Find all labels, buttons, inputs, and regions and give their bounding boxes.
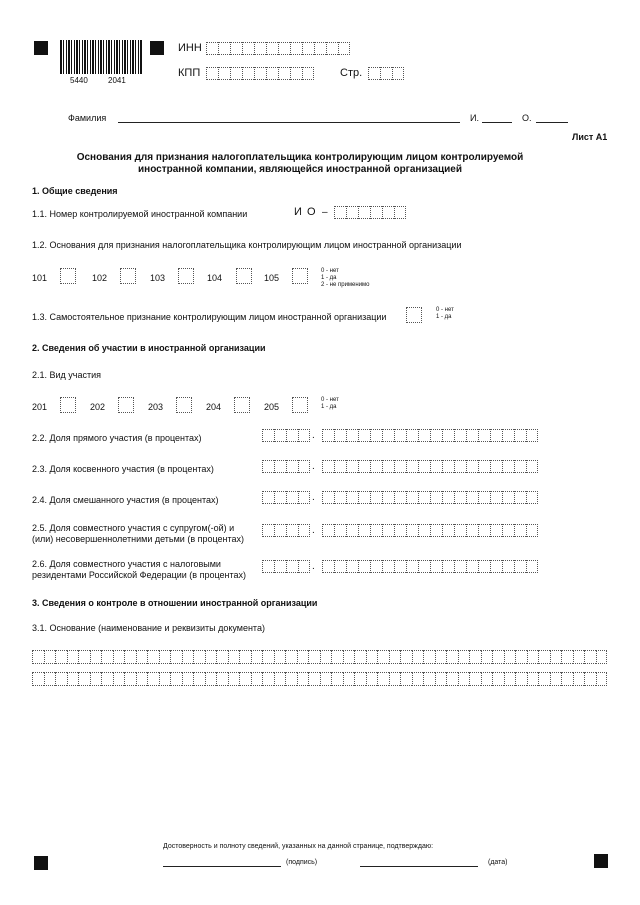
field-1-3-label: 1.3. Самостоятельное признание контролирующим лицом иностранной организации [32,312,387,322]
comb-cell[interactable] [101,672,113,686]
code-102: 102 [92,273,108,283]
inn-field[interactable] [206,42,350,55]
comb-cell[interactable] [101,650,113,664]
section-1-heading: 1. Общие сведения [32,186,118,196]
comb-cell[interactable] [55,650,67,664]
field-2-4-fraction[interactable] [322,491,538,504]
code-202-box[interactable] [118,397,134,413]
field-2-5-label-1: 2.5. Доля совместного участия с супругом(-ой) и [32,523,235,533]
code-202: 202 [90,402,106,412]
comb-cell[interactable] [205,672,217,686]
kpp-label: КПП [178,67,201,79]
comb-cell[interactable] [573,650,585,664]
comb-cell[interactable] [435,650,447,664]
field-2-5-label-2: (или) несовершеннолетними детьми (в процентах) [32,534,245,544]
comb-cell[interactable] [573,672,585,686]
confirmation-text: Достоверность и полноту сведений, указанных на данной странице, подтверждаю: [163,843,434,850]
comb-cell[interactable] [136,650,148,664]
field-2-2-fraction[interactable] [322,429,538,442]
comb-cell[interactable] [274,672,286,686]
registration-mark-top-left [34,41,48,55]
comb-cell[interactable] [389,650,401,664]
comb-cell[interactable] [228,650,240,664]
comb-cell[interactable] [193,672,205,686]
comb-cell[interactable] [159,650,171,664]
page-number-label: Стр. [340,67,363,79]
comb-cell[interactable] [239,650,251,664]
section-3-heading: 3. Сведения о контроле в отношении иностранной организации [32,598,318,608]
section-2-heading: 2. Сведения об участии в иностранной организации [32,343,266,353]
field-1-2-label: 1.2. Основания для признания налогоплательщика контролирующим лицом иностранной организации [32,240,462,250]
comb-cell[interactable] [584,650,596,664]
inn-label: ИНН [178,42,202,54]
comb-cell[interactable] [55,672,67,686]
comb-cell[interactable] [251,672,263,686]
comb-cell[interactable] [550,650,562,664]
comb-cell[interactable] [492,650,504,664]
comb-cell[interactable] [182,650,194,664]
comb-cell[interactable] [78,650,90,664]
comb-cell[interactable] [90,650,102,664]
comb-cell[interactable] [389,672,401,686]
code-101: 101 [32,273,48,283]
code-103-box[interactable] [178,268,194,284]
comb-cell[interactable] [32,650,44,664]
comb-cell[interactable] [320,672,332,686]
code-102-box[interactable] [120,268,136,284]
comb-cell[interactable] [228,672,240,686]
code-101-box[interactable] [60,268,76,284]
field-2-3-fraction[interactable] [322,460,538,473]
field-2-6-integer[interactable] [262,560,310,573]
page-number-field[interactable] [368,67,404,80]
comb-cell[interactable] [44,672,56,686]
comb-cell[interactable] [423,672,435,686]
comb-cell[interactable] [216,650,228,664]
field-1-3-legend: 0 - нет 1 - да [436,307,454,320]
field-2-3-separator: . [312,461,315,472]
comb-cell[interactable] [596,650,608,664]
initial-o-label: О. [522,113,532,123]
comb-cell[interactable] [78,672,90,686]
field-2-1-label: 2.1. Вид участия [32,370,102,380]
initial-o-field[interactable] [536,122,568,123]
comb-cell[interactable] [377,650,389,664]
field-3-1-row-2[interactable] [32,672,607,686]
code-205-box[interactable] [292,397,308,413]
initial-i-label: И. [470,113,479,123]
field-2-4-integer[interactable] [262,491,310,504]
comb-cell[interactable] [377,672,389,686]
registration-mark-bottom-left [34,856,48,870]
comb-cell[interactable] [297,650,309,664]
comb-cell[interactable] [527,672,539,686]
date-caption: (дата) [488,859,508,866]
comb-cell[interactable] [366,672,378,686]
field-2-5-integer[interactable] [262,524,310,537]
code-203-box[interactable] [176,397,192,413]
comb-cell[interactable] [343,650,355,664]
comb-cell[interactable] [504,672,516,686]
comb-cell[interactable] [527,650,539,664]
comb-cell[interactable] [366,650,378,664]
comb-cell[interactable] [400,672,412,686]
comb-cell[interactable] [90,672,102,686]
comb-cell[interactable] [159,672,171,686]
comb-cell[interactable] [504,650,516,664]
date-line[interactable] [360,866,478,867]
comb-cell[interactable] [412,672,424,686]
signature-line[interactable] [163,866,281,867]
field-2-6-separator: . [312,561,315,572]
comb-cell[interactable] [561,672,573,686]
comb-cell[interactable] [423,650,435,664]
field-2-2-label: 2.2. Доля прямого участия (в процентах) [32,433,202,443]
code-103: 103 [150,273,166,283]
surname-field[interactable] [118,122,460,123]
comb-cell[interactable] [170,672,182,686]
comb-cell[interactable] [435,672,447,686]
comb-cell[interactable] [561,650,573,664]
comb-cell[interactable] [193,650,205,664]
barcode [60,40,142,74]
comb-cell[interactable] [285,672,297,686]
field-1-2-legend: 0 - нет 1 - да 2 - не применимо [321,268,370,288]
comb-cell[interactable] [205,650,217,664]
comb-cell[interactable] [481,650,493,664]
field-2-3-label: 2.3. Доля косвенного участия (в процентах) [32,464,214,474]
comb-cell[interactable] [469,650,481,664]
comb-cell[interactable] [446,650,458,664]
code-201: 201 [32,402,48,412]
comb-cell[interactable] [67,672,79,686]
comb-cell[interactable] [469,672,481,686]
code-205: 205 [264,402,280,412]
field-2-5-fraction[interactable] [322,524,538,537]
comb-cell[interactable] [147,672,159,686]
comb-cell[interactable] [274,650,286,664]
code-204-box[interactable] [234,397,250,413]
comb-cell[interactable] [44,650,56,664]
field-2-1-legend: 0 - нет 1 - да [321,397,339,410]
comb-cell[interactable] [596,672,608,686]
comb-cell[interactable] [400,650,412,664]
field-1-1-prefix: И О [294,206,317,218]
page-title: Основания для признания налогоплательщика контролирующим лицом контролируемой иностранной компании, являющейся иностранной организацией [76,152,524,175]
initial-i-field[interactable] [482,122,512,123]
barcode-number-right: 2041 [108,76,126,85]
comb-cell[interactable] [538,650,550,664]
comb-cell[interactable] [446,672,458,686]
field-2-4-label: 2.4. Доля смешанного участия (в процентах) [32,495,219,505]
comb-cell[interactable] [458,650,470,664]
comb-cell[interactable] [320,650,332,664]
field-2-2-separator: . [312,430,315,441]
comb-cell[interactable] [67,650,79,664]
registration-mark-top-right [150,41,164,55]
field-1-1-dash: – [322,207,328,218]
comb-cell[interactable] [492,672,504,686]
comb-cell[interactable] [458,672,470,686]
comb-cell[interactable] [170,650,182,664]
comb-cell[interactable] [584,672,596,686]
comb-cell[interactable] [113,672,125,686]
field-2-4-separator: . [312,492,315,503]
comb-cell[interactable] [354,650,366,664]
comb-cell[interactable] [515,650,527,664]
code-201-box[interactable] [60,397,76,413]
field-2-5-separator: . [312,525,315,536]
comb-cell[interactable] [331,672,343,686]
barcode-number-left: 5440 [70,76,88,85]
comb-cell[interactable] [124,672,136,686]
surname-label: Фамилия [68,113,107,123]
comb-cell[interactable] [297,672,309,686]
comb-cell[interactable] [124,650,136,664]
kpp-field[interactable] [206,67,314,80]
comb-cell[interactable] [308,650,320,664]
comb-cell[interactable] [239,672,251,686]
code-105-box[interactable] [292,268,308,284]
code-104: 104 [207,273,223,283]
comb-cell[interactable] [32,672,44,686]
comb-cell[interactable] [113,650,125,664]
code-204: 204 [206,402,222,412]
code-104-box[interactable] [236,268,252,284]
field-2-6-label-2: резидентами Российской Федерации (в процентах) [32,570,247,580]
comb-cell[interactable] [262,650,274,664]
signature-caption: (подпись) [286,859,318,866]
code-105: 105 [264,273,280,283]
field-1-1-number[interactable] [334,206,406,219]
comb-cell[interactable] [285,650,297,664]
field-2-2-integer[interactable] [262,429,310,442]
field-1-3-box[interactable] [406,307,422,323]
comb-cell[interactable] [550,672,562,686]
field-2-3-integer[interactable] [262,460,310,473]
code-203: 203 [148,402,164,412]
comb-cell[interactable] [538,672,550,686]
comb-cell[interactable] [515,672,527,686]
field-3-1-row-1[interactable] [32,650,607,664]
comb-cell[interactable] [251,650,263,664]
comb-cell[interactable] [308,672,320,686]
comb-cell[interactable] [262,672,274,686]
comb-cell[interactable] [412,650,424,664]
field-2-6-fraction[interactable] [322,560,538,573]
comb-cell[interactable] [343,672,355,686]
field-3-1-label: 3.1. Основание (наименование и реквизиты документа) [32,623,265,633]
sheet-label: Лист А1 [572,132,608,142]
comb-cell[interactable] [481,672,493,686]
registration-mark-bottom-right [594,854,608,868]
comb-cell[interactable] [216,672,228,686]
field-1-1-label: 1.1. Номер контролируемой иностранной компании [32,209,248,219]
comb-cell[interactable] [147,650,159,664]
comb-cell[interactable] [136,672,148,686]
comb-cell[interactable] [182,672,194,686]
field-2-6-label-1: 2.6. Доля совместного участия с налоговыми [32,559,221,569]
comb-cell[interactable] [354,672,366,686]
comb-cell[interactable] [331,650,343,664]
